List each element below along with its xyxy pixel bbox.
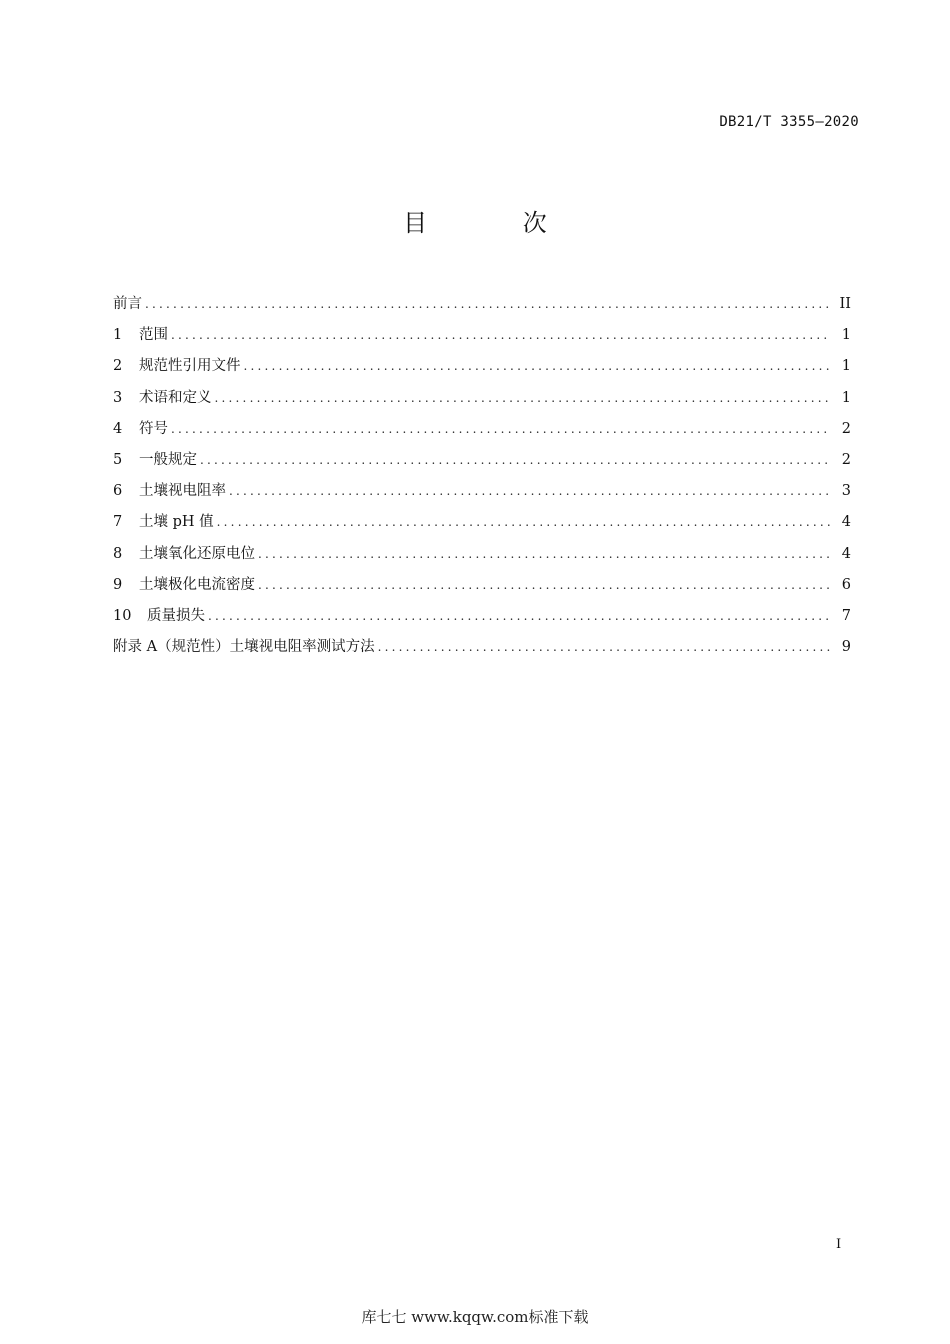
toc-leader-dots (378, 632, 831, 663)
toc-entry-8[interactable] (113, 539, 851, 570)
page-number: I (836, 1237, 842, 1252)
toc-entry-label: 符号 (139, 420, 168, 437)
toc-entry-label: 土壤氧化还原电位 (139, 545, 255, 562)
toc-entry-label: 一般规定 (139, 451, 197, 468)
toc-page-number: 2 (841, 420, 851, 437)
toc-entry-number: 1 (113, 327, 123, 344)
toc-entry-label: 规范性引用文件 (139, 358, 241, 375)
toc-entry-label: 附录 A（规范性）土壤视电阻率测试方法 (113, 639, 375, 656)
toc-entry-1[interactable] (113, 320, 851, 351)
toc-entry-number: 4 (113, 420, 123, 437)
toc-page-number: 1 (841, 389, 851, 406)
toc-entry-label: 质量损失 (147, 607, 205, 624)
toc-entry-3[interactable] (113, 383, 851, 414)
document-code: DB21/T 3355—2020 (719, 114, 859, 130)
toc-page-number: 3 (841, 483, 851, 500)
toc-entry-number: 5 (113, 451, 123, 468)
toc-entry-number: 9 (113, 576, 123, 593)
toc-page-number: 2 (841, 451, 851, 468)
toc-page-number: 4 (841, 514, 851, 531)
toc-entry-6[interactable] (113, 476, 851, 507)
toc-entry-number: 2 (113, 358, 123, 375)
toc-leader-dots (244, 351, 832, 382)
toc-page-number: 6 (841, 576, 851, 593)
toc-leader-dots (258, 539, 831, 570)
toc-leader-dots (145, 289, 831, 320)
toc-entry-10[interactable] (113, 601, 851, 632)
toc-leader-dots (171, 320, 831, 351)
toc-entry-appendix-a[interactable] (113, 632, 851, 663)
toc-leader-dots (258, 570, 831, 601)
footer-watermark: 库七七 www.kqqw.com标准下载 (361, 1308, 589, 1326)
toc-entry-number: 6 (113, 483, 123, 500)
toc-page-number: 1 (841, 358, 851, 375)
toc-entry-number: 3 (113, 389, 123, 406)
toc-leader-dots (217, 507, 831, 538)
table-of-contents (113, 289, 851, 663)
toc-entry-label: 土壤极化电流密度 (139, 576, 255, 593)
toc-page-number: 9 (841, 639, 851, 656)
toc-leader-dots (208, 601, 831, 632)
toc-entry-5[interactable] (113, 445, 851, 476)
toc-page-number: 4 (841, 545, 851, 562)
toc-entry-number: 10 (113, 607, 132, 624)
toc-entry-label: 土壤 pH 值 (139, 514, 214, 531)
toc-page-number: 1 (841, 327, 851, 344)
toc-leader-dots (171, 414, 831, 445)
toc-entry-foreword[interactable] (113, 289, 851, 320)
toc-leader-dots (215, 383, 832, 414)
page-title: 目 次 (403, 209, 591, 237)
toc-leader-dots (200, 445, 831, 476)
toc-entry-7[interactable] (113, 507, 851, 538)
toc-entry-9[interactable] (113, 570, 851, 601)
toc-leader-dots (229, 476, 831, 507)
toc-page-number: II (839, 296, 851, 312)
toc-entry-label: 前言 (113, 296, 142, 312)
toc-entry-number: 7 (113, 514, 123, 531)
toc-entry-label: 范围 (139, 327, 168, 344)
toc-entry-label: 术语和定义 (139, 389, 212, 406)
toc-entry-4[interactable] (113, 414, 851, 445)
toc-page-number: 7 (841, 607, 851, 624)
toc-entry-label: 土壤视电阻率 (139, 483, 226, 500)
toc-entry-2[interactable] (113, 351, 851, 382)
toc-entry-number: 8 (113, 545, 123, 562)
